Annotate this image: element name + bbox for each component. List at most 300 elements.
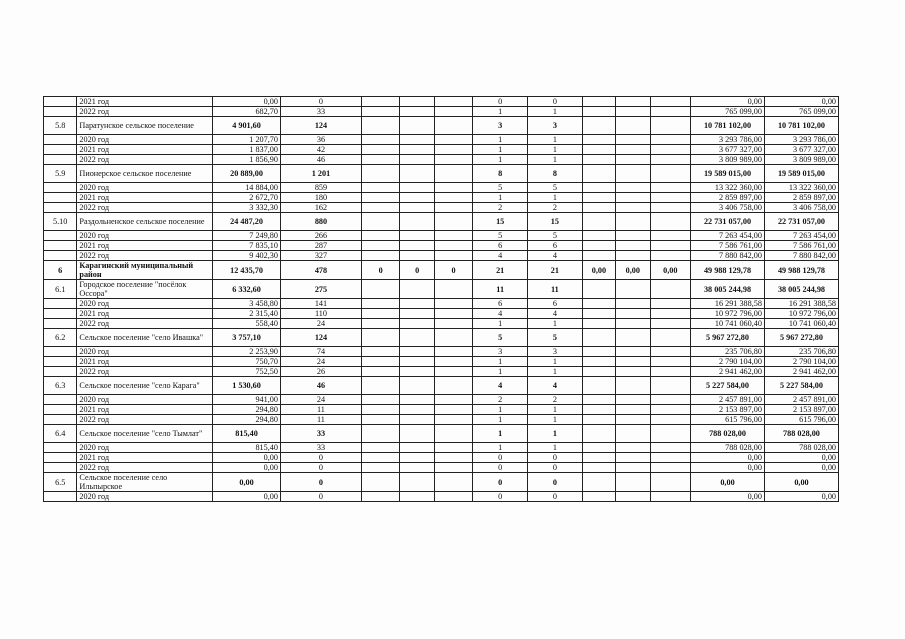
area-value-cell: 7 249,80 [213, 231, 281, 241]
cost-total-cell: 22 731 057,00 [691, 213, 765, 231]
houses-count-2-cell: 1 [528, 415, 583, 425]
col-3-cell [434, 165, 472, 183]
houses-count-cell: 0 [473, 492, 528, 502]
col-1-cell [361, 145, 399, 155]
houses-count-cell: 5 [473, 231, 528, 241]
col-6-cell [582, 231, 615, 241]
col-3-cell [434, 415, 472, 425]
col-6-cell [582, 367, 615, 377]
row-number-cell [44, 405, 77, 415]
cost-total-cell: 0,00 [691, 97, 765, 107]
houses-count-cell: 1 [473, 135, 528, 145]
col-7-cell [616, 492, 650, 502]
people-count-cell: 124 [280, 329, 361, 347]
col-2-cell [400, 280, 434, 299]
cost-budget-cell: 2 457 891,00 [764, 395, 838, 405]
row-number-cell: 6.1 [44, 280, 77, 299]
people-count-cell: 266 [280, 231, 361, 241]
settlement-name-cell: 2022 год [77, 107, 213, 117]
col-8-cell [650, 367, 691, 377]
houses-count-2-cell: 6 [528, 241, 583, 251]
cost-total-cell: 3 293 786,00 [691, 135, 765, 145]
year-row [44, 463, 839, 473]
row-number-cell: 5.10 [44, 213, 77, 231]
houses-count-cell: 6 [473, 241, 528, 251]
col-1-cell [361, 329, 399, 347]
houses-count-2-cell: 0 [528, 463, 583, 473]
col-3-cell [434, 443, 472, 453]
cost-total-cell: 49 988 129,78 [691, 261, 765, 280]
col-6-cell [582, 241, 615, 251]
houses-count-2-cell: 1 [528, 357, 583, 367]
cost-total-cell: 5 227 584,00 [691, 377, 765, 395]
area-value-cell: 0,00 [213, 97, 281, 107]
col-1-cell [361, 299, 399, 309]
col-1-cell [361, 241, 399, 251]
col-6-cell [582, 453, 615, 463]
col-7-cell [616, 299, 650, 309]
col-3-cell [434, 473, 472, 492]
settlement-name-cell: Сельское поселение "село Карага" [77, 377, 213, 395]
col-7-cell [616, 213, 650, 231]
area-value-cell: 7 835,10 [213, 241, 281, 251]
col-7-cell [616, 377, 650, 395]
col-7-cell [616, 203, 650, 213]
cost-budget-cell: 765 099,00 [764, 107, 838, 117]
col-3-cell [434, 395, 472, 405]
cost-budget-cell: 0,00 [764, 453, 838, 463]
col-8-cell [650, 443, 691, 453]
area-value-cell: 2 253,90 [213, 347, 281, 357]
houses-count-2-cell: 4 [528, 309, 583, 319]
settlement-name-cell: 2021 год [77, 309, 213, 319]
settlement-name-cell: 2020 год [77, 347, 213, 357]
year-row [44, 357, 839, 367]
area-value-cell: 558,40 [213, 319, 281, 329]
people-count-cell: 124 [280, 117, 361, 135]
col-1-cell [361, 231, 399, 241]
settlement-name-cell: Карагинский муниципальный район [77, 261, 213, 280]
cost-total-cell: 7 586 761,00 [691, 241, 765, 251]
col-7-cell [616, 231, 650, 241]
houses-count-cell: 1 [473, 405, 528, 415]
cost-budget-cell: 235 706,80 [764, 347, 838, 357]
col-6-cell [582, 492, 615, 502]
year-row [44, 319, 839, 329]
col-2-cell [400, 377, 434, 395]
cost-total-cell: 235 706,80 [691, 347, 765, 357]
col-1-cell [361, 377, 399, 395]
row-number-cell: 5.8 [44, 117, 77, 135]
col-6-cell [582, 357, 615, 367]
settlement-name-cell: 2020 год [77, 443, 213, 453]
area-value-cell: 4 901,60 [213, 117, 281, 135]
area-value-cell: 750,70 [213, 357, 281, 367]
col-8-cell [650, 155, 691, 165]
col-7-cell [616, 425, 650, 443]
houses-count-2-cell: 1 [528, 135, 583, 145]
area-value-cell: 2 315,40 [213, 309, 281, 319]
cost-total-cell: 3 809 989,00 [691, 155, 765, 165]
cost-total-cell: 0,00 [691, 453, 765, 463]
settlement-name-cell: Сельское поселение "село Тымлат" [77, 425, 213, 443]
col-2-cell [400, 145, 434, 155]
people-count-cell: 0 [280, 453, 361, 463]
houses-count-cell: 0 [473, 473, 528, 492]
row-number-cell: 6 [44, 261, 77, 280]
houses-count-cell: 1 [473, 357, 528, 367]
row-number-cell [44, 395, 77, 405]
col-2-cell [400, 309, 434, 319]
col-1-cell [361, 193, 399, 203]
col-7-cell [616, 395, 650, 405]
houses-count-cell: 1 [473, 107, 528, 117]
col-8-cell: 0,00 [650, 261, 691, 280]
col-8-cell [650, 117, 691, 135]
area-value-cell: 3 458,80 [213, 299, 281, 309]
area-value-cell: 3 332,30 [213, 203, 281, 213]
col-7-cell [616, 117, 650, 135]
col-2-cell [400, 473, 434, 492]
col-1-cell [361, 251, 399, 261]
houses-count-2-cell: 1 [528, 425, 583, 443]
area-value-cell: 294,80 [213, 415, 281, 425]
people-count-cell: 287 [280, 241, 361, 251]
people-count-cell: 110 [280, 309, 361, 319]
settlement-name-cell: 2022 год [77, 203, 213, 213]
houses-count-2-cell: 1 [528, 405, 583, 415]
area-value-cell: 24 487,20 [213, 213, 281, 231]
col-3-cell [434, 97, 472, 107]
people-count-cell: 24 [280, 357, 361, 367]
row-number-cell [44, 231, 77, 241]
col-3-cell [434, 193, 472, 203]
cost-total-cell: 38 005 244,98 [691, 280, 765, 299]
col-1-cell [361, 415, 399, 425]
settlement-name-cell: 2022 год [77, 155, 213, 165]
year-row [44, 453, 839, 463]
col-2-cell [400, 183, 434, 193]
year-row [44, 145, 839, 155]
people-count-cell: 1 201 [280, 165, 361, 183]
col-7-cell [616, 347, 650, 357]
people-count-cell: 26 [280, 367, 361, 377]
col-2-cell [400, 415, 434, 425]
col-7-cell [616, 280, 650, 299]
col-6-cell [582, 299, 615, 309]
col-2-cell [400, 231, 434, 241]
area-value-cell: 2 672,70 [213, 193, 281, 203]
row-number-cell [44, 251, 77, 261]
settlement-row [44, 329, 839, 347]
houses-count-cell: 1 [473, 415, 528, 425]
col-8-cell [650, 425, 691, 443]
col-3-cell [434, 463, 472, 473]
houses-count-cell: 5 [473, 183, 528, 193]
houses-count-cell: 1 [473, 155, 528, 165]
settlement-name-cell: Раздольненское сельское поселение [77, 213, 213, 231]
people-count-cell: 36 [280, 135, 361, 145]
col-8-cell [650, 347, 691, 357]
row-number-cell [44, 241, 77, 251]
settlement-row [44, 261, 839, 280]
houses-count-cell: 2 [473, 395, 528, 405]
houses-count-2-cell: 0 [528, 97, 583, 107]
row-number-cell: 5.9 [44, 165, 77, 183]
col-3-cell [434, 241, 472, 251]
houses-count-cell: 6 [473, 299, 528, 309]
settlement-name-cell: 2020 год [77, 231, 213, 241]
row-number-cell [44, 443, 77, 453]
settlement-name-cell: 2022 год [77, 367, 213, 377]
col-2-cell [400, 319, 434, 329]
houses-count-cell: 3 [473, 347, 528, 357]
col-3-cell [434, 135, 472, 145]
houses-count-cell: 1 [473, 367, 528, 377]
houses-count-cell: 0 [473, 463, 528, 473]
houses-count-cell: 1 [473, 443, 528, 453]
people-count-cell: 0 [280, 492, 361, 502]
col-6-cell [582, 347, 615, 357]
settlement-name-cell: Сельское поселение село Ильпырское [77, 473, 213, 492]
people-count-cell: 859 [280, 183, 361, 193]
col-8-cell [650, 165, 691, 183]
col-1-cell [361, 453, 399, 463]
col-8-cell [650, 395, 691, 405]
col-8-cell [650, 299, 691, 309]
col-1-cell [361, 319, 399, 329]
cost-budget-cell: 0,00 [764, 492, 838, 502]
houses-count-cell: 11 [473, 280, 528, 299]
year-row [44, 367, 839, 377]
col-8-cell [650, 492, 691, 502]
col-2-cell: 0 [400, 261, 434, 280]
cost-total-cell: 19 589 015,00 [691, 165, 765, 183]
people-count-cell: 42 [280, 145, 361, 155]
cost-budget-cell: 0,00 [764, 473, 838, 492]
col-7-cell [616, 107, 650, 117]
year-row [44, 347, 839, 357]
cost-total-cell: 765 099,00 [691, 107, 765, 117]
col-2-cell [400, 395, 434, 405]
houses-count-cell: 1 [473, 319, 528, 329]
col-1-cell [361, 183, 399, 193]
houses-count-2-cell: 4 [528, 251, 583, 261]
settlement-name-cell: Паратунское сельское поселение [77, 117, 213, 135]
col-2-cell [400, 117, 434, 135]
col-6-cell [582, 251, 615, 261]
col-2-cell [400, 193, 434, 203]
col-6-cell [582, 117, 615, 135]
cost-budget-cell: 13 322 360,00 [764, 183, 838, 193]
houses-count-2-cell: 0 [528, 473, 583, 492]
cost-budget-cell: 19 589 015,00 [764, 165, 838, 183]
col-7-cell [616, 145, 650, 155]
houses-count-cell: 3 [473, 117, 528, 135]
col-3-cell [434, 492, 472, 502]
houses-count-2-cell: 1 [528, 319, 583, 329]
col-2-cell [400, 453, 434, 463]
area-value-cell: 815,40 [213, 443, 281, 453]
cost-budget-cell: 2 153 897,00 [764, 405, 838, 415]
cost-total-cell: 788 028,00 [691, 425, 765, 443]
cost-budget-cell: 5 967 272,80 [764, 329, 838, 347]
col-6-cell [582, 203, 615, 213]
col-6-cell [582, 165, 615, 183]
houses-count-2-cell: 3 [528, 347, 583, 357]
col-8-cell [650, 329, 691, 347]
cost-budget-cell: 10 741 060,40 [764, 319, 838, 329]
settlement-row [44, 425, 839, 443]
col-8-cell [650, 463, 691, 473]
cost-total-cell: 2 457 891,00 [691, 395, 765, 405]
col-3-cell [434, 299, 472, 309]
area-value-cell: 1 530,60 [213, 377, 281, 395]
col-7-cell [616, 155, 650, 165]
col-6-cell [582, 377, 615, 395]
col-7-cell [616, 405, 650, 415]
houses-count-2-cell: 21 [528, 261, 583, 280]
settlement-name-cell: 2021 год [77, 453, 213, 463]
col-6-cell [582, 213, 615, 231]
col-2-cell [400, 165, 434, 183]
col-6-cell [582, 280, 615, 299]
area-value-cell: 9 402,30 [213, 251, 281, 261]
people-count-cell: 33 [280, 107, 361, 117]
col-8-cell [650, 251, 691, 261]
col-2-cell [400, 213, 434, 231]
year-row [44, 309, 839, 319]
col-8-cell [650, 319, 691, 329]
cost-budget-cell: 3 406 758,00 [764, 203, 838, 213]
houses-count-cell: 4 [473, 377, 528, 395]
col-6-cell [582, 319, 615, 329]
houses-count-2-cell: 1 [528, 193, 583, 203]
col-2-cell [400, 299, 434, 309]
settlement-name-cell: 2021 год [77, 241, 213, 251]
houses-count-2-cell: 8 [528, 165, 583, 183]
year-row [44, 183, 839, 193]
cost-total-cell: 788 028,00 [691, 443, 765, 453]
people-count-cell: 11 [280, 415, 361, 425]
year-row [44, 443, 839, 453]
cost-budget-cell: 3 809 989,00 [764, 155, 838, 165]
people-count-cell: 162 [280, 203, 361, 213]
houses-count-cell: 8 [473, 165, 528, 183]
col-8-cell [650, 193, 691, 203]
row-number-cell [44, 367, 77, 377]
col-1-cell [361, 117, 399, 135]
people-count-cell: 180 [280, 193, 361, 203]
cost-budget-cell: 788 028,00 [764, 443, 838, 453]
year-row [44, 231, 839, 241]
col-2-cell [400, 347, 434, 357]
col-6-cell [582, 473, 615, 492]
col-3-cell [434, 425, 472, 443]
people-count-cell: 33 [280, 443, 361, 453]
col-7-cell: 0,00 [616, 261, 650, 280]
cost-total-cell: 10 781 102,00 [691, 117, 765, 135]
col-6-cell [582, 97, 615, 107]
col-7-cell [616, 473, 650, 492]
cost-total-cell: 3 406 758,00 [691, 203, 765, 213]
col-3-cell [434, 117, 472, 135]
col-1-cell [361, 395, 399, 405]
houses-count-cell: 15 [473, 213, 528, 231]
area-value-cell: 815,40 [213, 425, 281, 443]
area-value-cell: 0,00 [213, 492, 281, 502]
col-7-cell [616, 193, 650, 203]
cost-budget-cell: 16 291 388,58 [764, 299, 838, 309]
cost-total-cell: 0,00 [691, 473, 765, 492]
col-8-cell [650, 415, 691, 425]
area-value-cell: 1 856,90 [213, 155, 281, 165]
area-value-cell: 6 332,60 [213, 280, 281, 299]
table-body [44, 97, 839, 502]
area-value-cell: 752,50 [213, 367, 281, 377]
col-2-cell [400, 357, 434, 367]
col-7-cell [616, 367, 650, 377]
col-7-cell [616, 415, 650, 425]
people-count-cell: 46 [280, 377, 361, 395]
year-row [44, 395, 839, 405]
cost-budget-cell: 49 988 129,78 [764, 261, 838, 280]
cost-total-cell: 2 153 897,00 [691, 405, 765, 415]
col-3-cell [434, 251, 472, 261]
col-6-cell [582, 425, 615, 443]
col-2-cell [400, 443, 434, 453]
col-3-cell [434, 405, 472, 415]
houses-count-2-cell: 0 [528, 453, 583, 463]
row-number-cell: 6.3 [44, 377, 77, 395]
row-number-cell [44, 183, 77, 193]
col-8-cell [650, 203, 691, 213]
year-row [44, 203, 839, 213]
settlement-name-cell: 2020 год [77, 395, 213, 405]
cost-total-cell: 0,00 [691, 463, 765, 473]
col-2-cell [400, 425, 434, 443]
settlement-name-cell: 2021 год [77, 405, 213, 415]
settlement-name-cell: 2020 год [77, 299, 213, 309]
col-3-cell [434, 367, 472, 377]
col-3-cell: 0 [434, 261, 472, 280]
col-1-cell [361, 473, 399, 492]
houses-count-2-cell: 5 [528, 231, 583, 241]
houses-count-cell: 0 [473, 453, 528, 463]
col-8-cell [650, 309, 691, 319]
houses-count-cell: 1 [473, 145, 528, 155]
col-6-cell [582, 463, 615, 473]
cost-total-cell: 16 291 388,58 [691, 299, 765, 309]
col-8-cell [650, 241, 691, 251]
cost-budget-cell: 615 796,00 [764, 415, 838, 425]
col-3-cell [434, 319, 472, 329]
cost-budget-cell: 2 859 897,00 [764, 193, 838, 203]
people-count-cell: 0 [280, 463, 361, 473]
col-3-cell [434, 377, 472, 395]
houses-count-2-cell: 6 [528, 299, 583, 309]
area-value-cell: 1 207,70 [213, 135, 281, 145]
col-7-cell [616, 329, 650, 347]
people-count-cell: 0 [280, 97, 361, 107]
people-count-cell: 275 [280, 280, 361, 299]
cost-total-cell: 2 859 897,00 [691, 193, 765, 203]
year-row [44, 299, 839, 309]
cost-total-cell: 615 796,00 [691, 415, 765, 425]
col-7-cell [616, 357, 650, 367]
year-row [44, 492, 839, 502]
settlement-row [44, 473, 839, 492]
